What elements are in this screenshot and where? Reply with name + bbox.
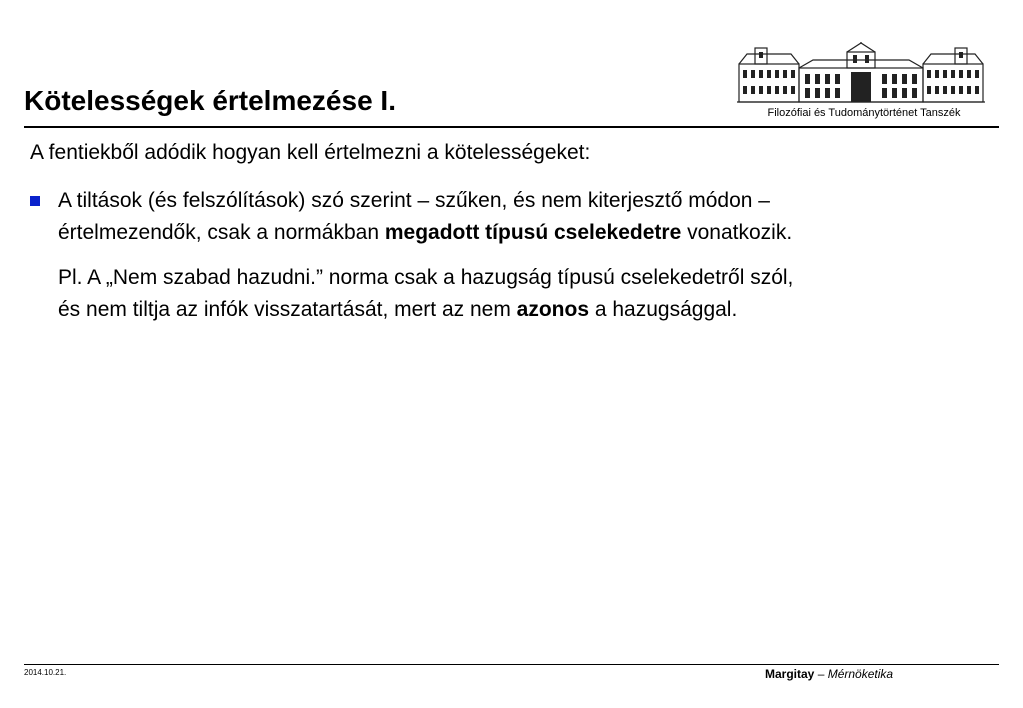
header-logo-area	[730, 42, 998, 124]
example-emphasis: azonos	[516, 298, 590, 321]
footer-divider	[24, 664, 999, 665]
footer-separator: –	[814, 667, 828, 681]
bullet-line-2-text: értelmezendők, csak a normákban	[58, 221, 385, 244]
page-title: Kötelességek értelmezése I.	[24, 85, 396, 116]
university-building-icon	[733, 42, 989, 104]
author-name: Margitay	[765, 667, 815, 681]
footer-author	[765, 667, 893, 681]
example-line-2-end: a hazugsággal.	[589, 298, 738, 321]
intro-text: A fentiekből adódik hogyan kell értelmezni a kötelességeket:	[30, 141, 591, 164]
bullet-line-2	[58, 217, 792, 249]
department-name: Filozófiai és Tudománytörténet Tanszék	[767, 107, 961, 119]
bullet-item	[58, 185, 792, 249]
example-line-1: Pl. A „Nem szabad hazudni.” norma csak a hazugság típusú cselekedetről szól,	[58, 266, 794, 289]
footer-date: 2014.10.21.	[24, 668, 67, 677]
example-line-2-text: és nem tiltja az infók visszatartását, mert az nem	[58, 298, 517, 321]
course-name: Mérnöketika	[827, 667, 894, 681]
example-line-2	[58, 294, 793, 326]
bullet-square-icon	[30, 196, 40, 206]
bullet-line-2-end: vonatkozik.	[681, 221, 793, 244]
example-paragraph	[58, 262, 793, 326]
header-divider	[24, 126, 999, 128]
bullet-line-1: A tiltások (és felszólítások) szó szerint – szűken, és nem kiterjesztő módon –	[58, 189, 770, 212]
bullet-emphasis: megadott típusú cselekedetre	[384, 221, 682, 244]
